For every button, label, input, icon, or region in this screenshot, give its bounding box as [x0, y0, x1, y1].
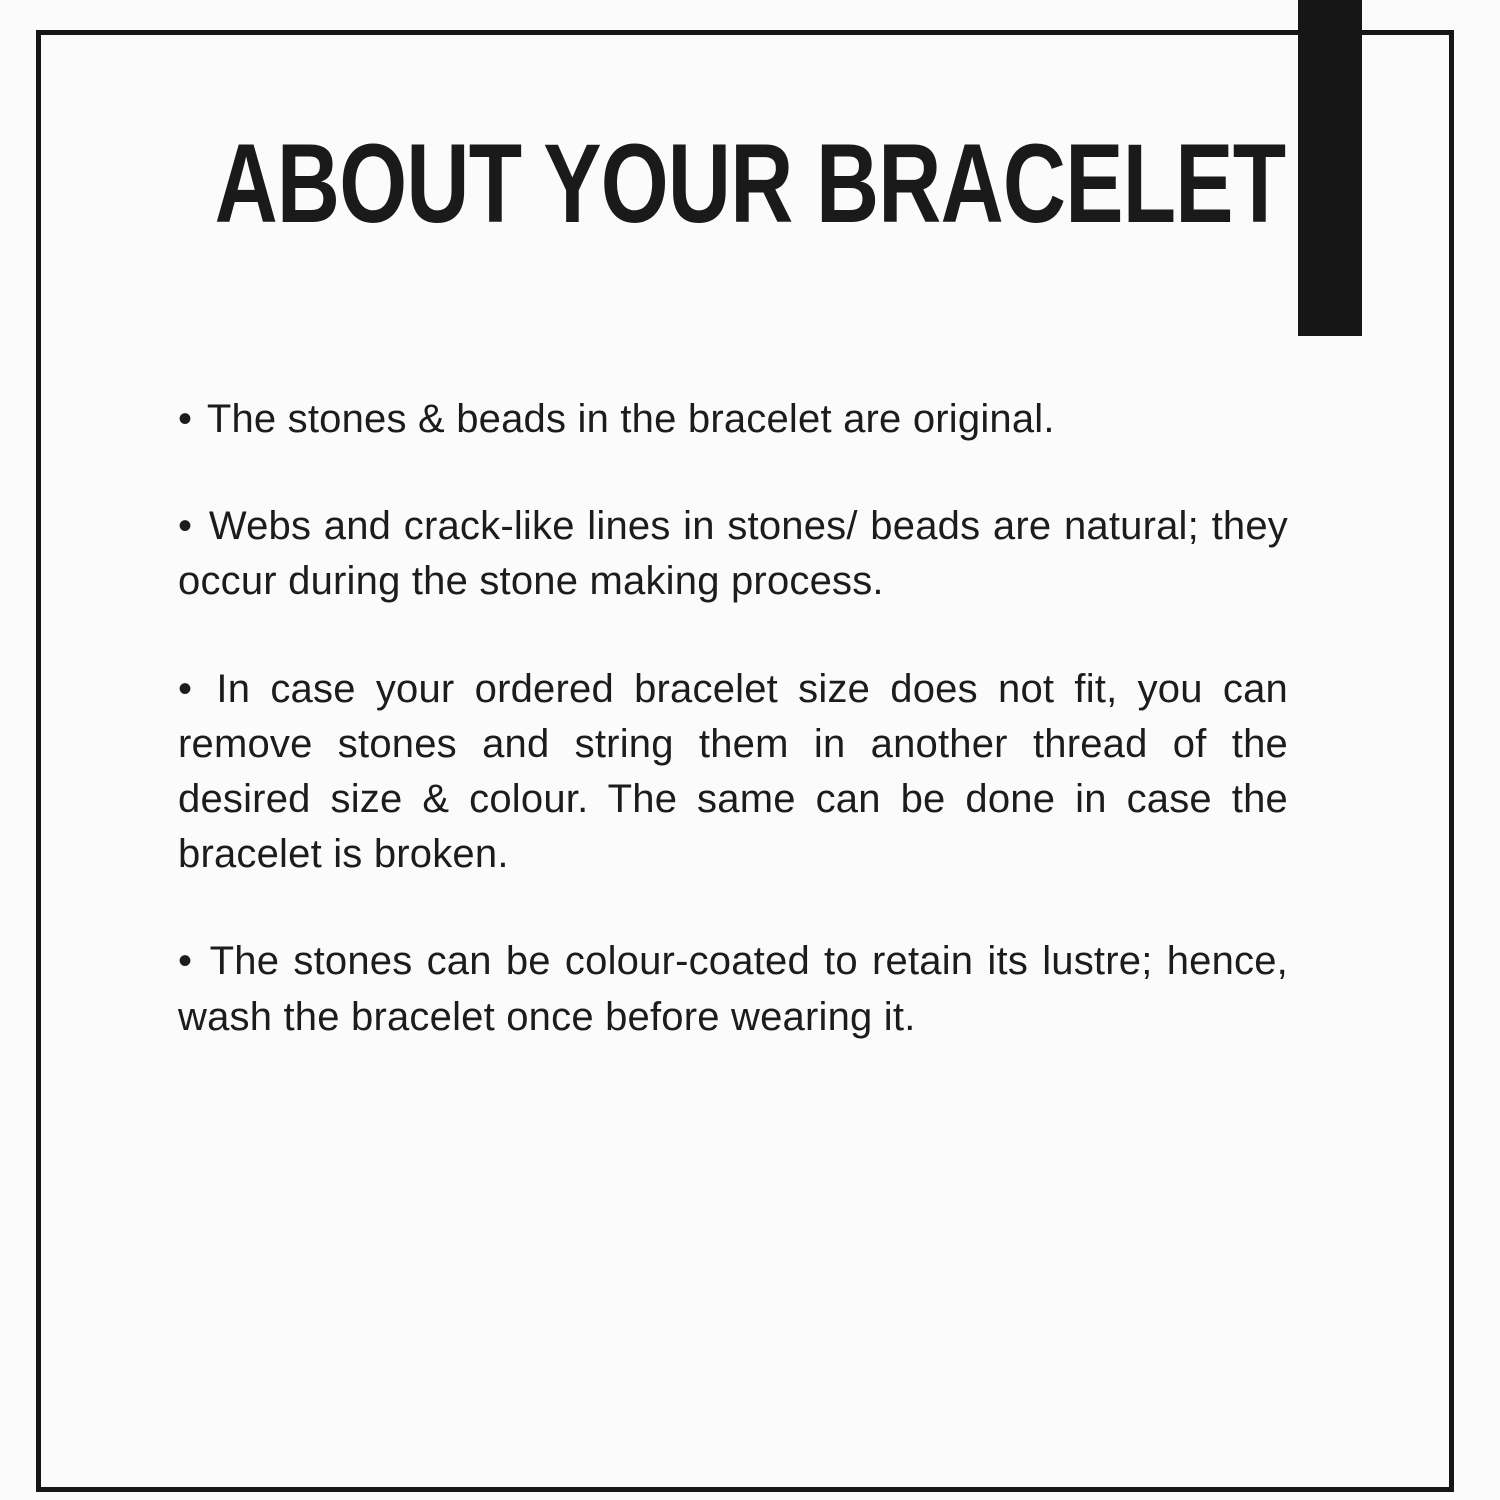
- bullet-icon: •: [178, 939, 193, 984]
- list-item: [178, 934, 1288, 1044]
- bullet-list: [178, 392, 1288, 1045]
- list-item: [178, 392, 1288, 447]
- bullet-icon: •: [178, 504, 193, 549]
- list-item: [178, 662, 1288, 883]
- list-item: [178, 499, 1288, 609]
- bullet-icon: •: [178, 397, 193, 441]
- page-title: ABOUT YOUR BRACELET: [214, 121, 1286, 246]
- list-item-text: Webs and crack-like lines in stones/ beads are natural; they occur during the stone making process.: [178, 504, 1288, 604]
- bullet-icon: •: [178, 666, 193, 711]
- list-item-text: The stones & beads in the bracelet are original.: [206, 397, 1055, 441]
- list-item-text: The stones can be colour-coated to retain its lustre; hence, wash the bracelet once before wearing it.: [178, 939, 1288, 1039]
- list-item-text: In case your ordered bracelet size does not fit, you can remove stones and string them in another thread of the desired size & colour. The same can be done in case the bracelet is broken.: [178, 666, 1288, 877]
